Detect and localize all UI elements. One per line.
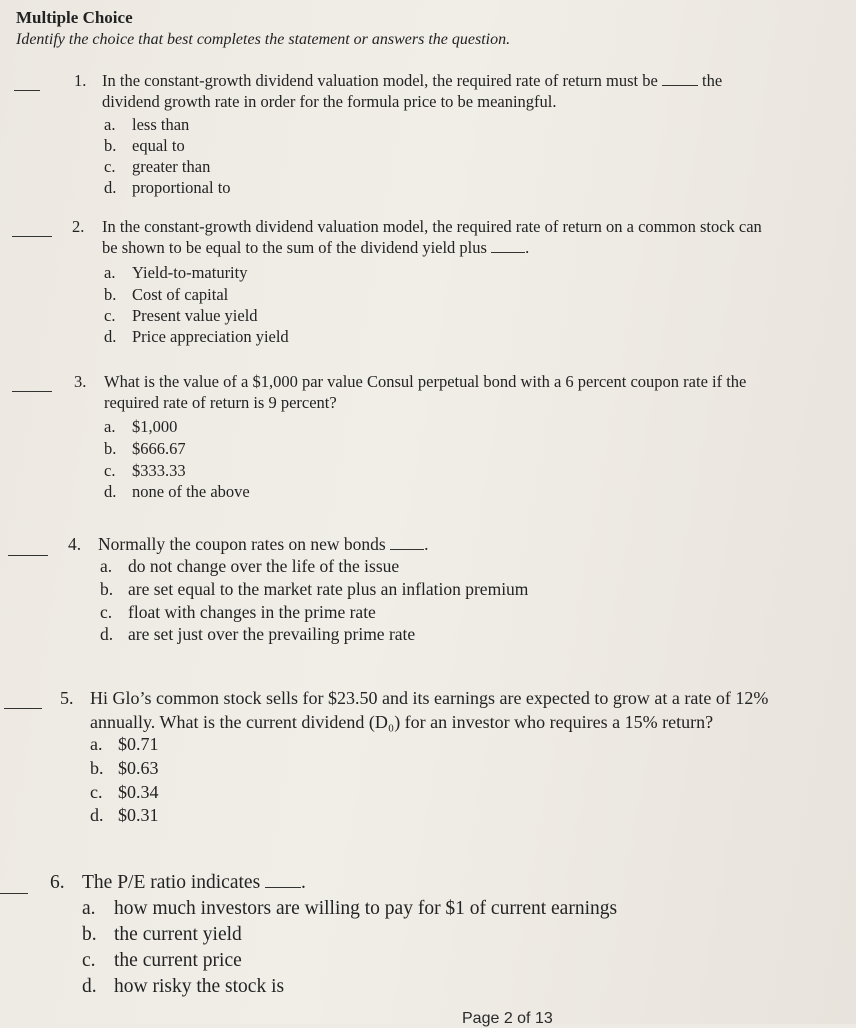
option-d[interactable]: d. Price appreciation yield <box>104 327 289 346</box>
stem-line-2: be shown to be equal to the sum of the dividend yield plus <box>102 238 487 257</box>
option-b[interactable]: b. the current yield <box>82 924 242 945</box>
option-c[interactable]: c. $333.33 <box>104 461 186 480</box>
option-d[interactable]: d. how risky the stock is <box>82 976 285 997</box>
option-c[interactable]: c. the current price <box>82 950 242 971</box>
stem-blank <box>491 238 525 253</box>
stem-blank <box>265 873 301 888</box>
option-a[interactable]: a. how much investors are willing to pay for $1 of current earnings <box>82 898 618 919</box>
option-c[interactable]: c. $0.34 <box>90 782 159 802</box>
section-title: Multiple Choice <box>16 8 133 27</box>
option-c[interactable]: c. greater than <box>104 157 211 176</box>
option-b[interactable]: b. Cost of capital <box>104 285 229 304</box>
stem-line-1: In the constant-growth dividend valuation model, the required rate of return on a common stock can <box>102 217 762 236</box>
page-number: Page 2 of 13 <box>462 1010 553 1027</box>
question-stem: The P/E ratio indicates . <box>82 872 306 893</box>
stem-line-1: In the constant-growth dividend valuation model, the required rate of return must be <box>102 71 658 90</box>
question-number: 6. <box>50 872 65 893</box>
question-1 <box>14 70 834 200</box>
stem-line-2: required rate of return is 9 percent? <box>104 393 337 412</box>
option-d[interactable]: d. are set just over the prevailing prime rate <box>100 624 416 644</box>
stem-blank <box>390 535 424 550</box>
question-2 <box>12 216 842 348</box>
option-c[interactable]: c. Present value yield <box>104 306 258 325</box>
option-a[interactable]: a. $0.71 <box>90 734 159 754</box>
option-b[interactable]: b. are set equal to the market rate plus an inflation premium <box>100 579 529 599</box>
question-6 <box>0 869 850 1004</box>
question-stem <box>102 70 722 112</box>
question-4 <box>8 533 838 653</box>
option-a[interactable]: a. Yield-to-maturity <box>104 263 248 282</box>
question-number: 1. <box>74 71 87 90</box>
answer-blank[interactable] <box>4 708 42 709</box>
section-instructions: Identify the choice that best completes the statement or answers the question. <box>16 31 511 48</box>
question-number: 4. <box>68 534 82 554</box>
option-d[interactable]: d. proportional to <box>104 178 231 197</box>
question-3 <box>12 371 842 501</box>
option-d[interactable]: d. none of the above <box>104 482 250 501</box>
question-number: 2. <box>72 217 85 236</box>
option-b[interactable]: b. $666.67 <box>104 439 186 458</box>
question-5 <box>4 686 849 826</box>
answer-blank[interactable] <box>8 555 48 556</box>
stem-line-2: annually. What is the current dividend (D₀) for an investor who requires a 15% return? <box>90 712 714 732</box>
stem-line-1: What is the value of a $1,000 par value Consul perpetual bond with a 6 percent coupon rate if the <box>104 372 747 391</box>
answer-blank[interactable] <box>12 391 52 392</box>
answer-blank[interactable] <box>12 236 52 237</box>
option-c[interactable]: c. float with changes in the prime rate <box>100 602 376 622</box>
option-b[interactable]: b. $0.63 <box>90 758 159 778</box>
option-a[interactable]: a. $1,000 <box>104 417 178 436</box>
question-number: 5. <box>60 688 74 708</box>
question-number: 3. <box>74 372 87 391</box>
answer-blank[interactable] <box>14 90 40 91</box>
stem-line-1: The P/E ratio indicates <box>82 872 261 893</box>
question-stem <box>104 371 746 413</box>
option-a[interactable]: a. less than <box>104 115 190 134</box>
stem-line-1: Hi Glo’s common stock sells for $23.50 and its earnings are expected to grow at a rate of 12% <box>90 688 769 708</box>
option-d[interactable]: d. $0.31 <box>90 805 159 825</box>
question-stem: Normally the coupon rates on new bonds . <box>98 534 429 554</box>
question-stem <box>90 686 768 734</box>
option-a[interactable]: a. do not change over the life of the issue <box>100 556 400 576</box>
answer-blank[interactable] <box>0 893 28 894</box>
stem-line-1-end: the <box>702 71 723 90</box>
option-b[interactable]: b. equal to <box>104 136 185 155</box>
question-stem: In the constant-growth dividend valuation model, the required rate of return on a common stock can be shown to be equal to the sum of the dividend yield plus . <box>102 217 762 257</box>
stem-line-1: Normally the coupon rates on new bonds <box>98 534 386 554</box>
stem-blank <box>662 71 698 86</box>
stem-line-2: dividend growth rate in order for the formula price to be meaningful. <box>102 92 557 111</box>
